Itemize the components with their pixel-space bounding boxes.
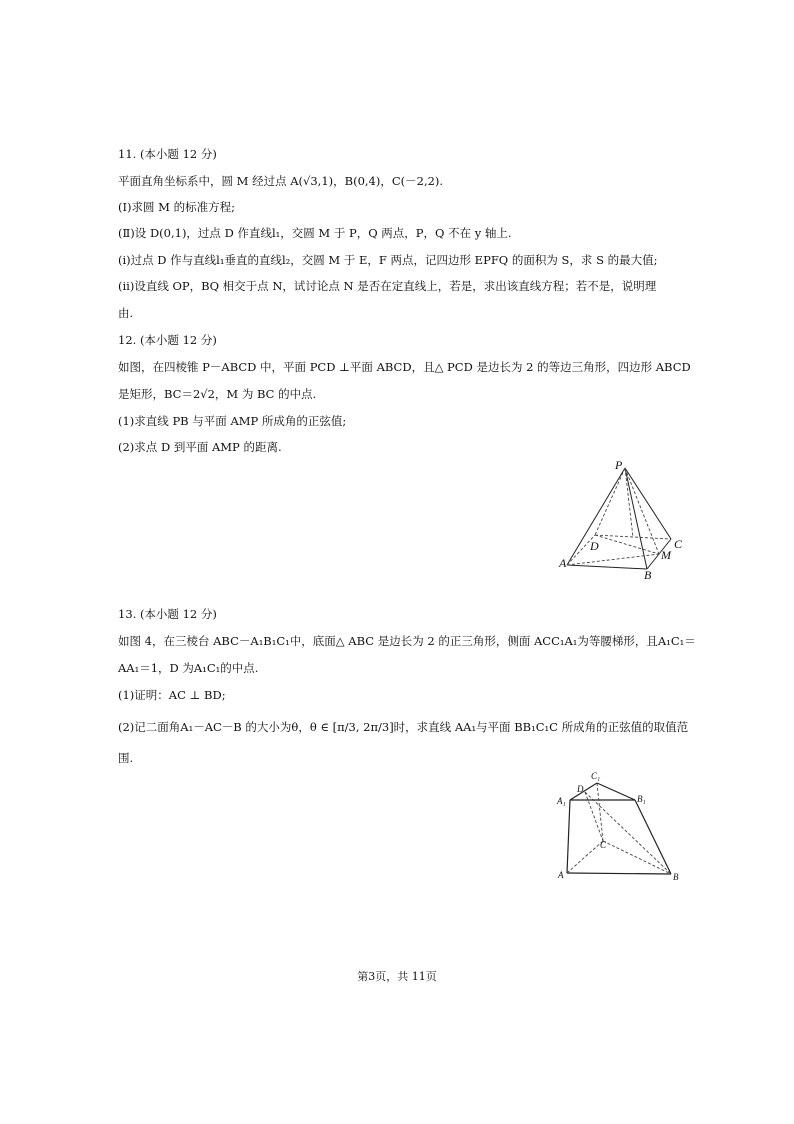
label-B: B bbox=[673, 872, 679, 882]
label-P: P bbox=[615, 458, 623, 472]
label-A: A bbox=[559, 556, 567, 570]
label-B: B bbox=[644, 568, 652, 580]
q11-header: 11. (本小题 12 分) bbox=[118, 147, 217, 161]
label-D: D bbox=[590, 539, 599, 553]
q13-header: 13. (本小题 12 分) bbox=[118, 607, 217, 621]
q13-stem-line1: 如图 4，在三棱台 ABC－A₁B₁C₁中，底面△ ABC 是边长为 2 的正三角形，侧面 ACC₁A₁为等腰梯形，且A₁C₁＝ bbox=[118, 634, 696, 648]
label-M: M bbox=[661, 548, 671, 562]
q11-part2i: (ⅰ)过点 D 作与直线l₁垂直的直线l₂，交圆 M 于 E，F 两点，记四边形 EPFQ 的面积为 S，求 S 的最大值; bbox=[118, 253, 658, 267]
q12-part1: (1)求直线 PB 与平面 AMP 所成角的正弦值; bbox=[118, 414, 347, 428]
q12-pyramid-figure bbox=[555, 455, 695, 580]
q12-header: 12. (本小题 12 分) bbox=[118, 333, 217, 347]
q12-part2: (2)求点 D 到平面 AMP 的距离. bbox=[118, 440, 282, 454]
q13-part2-line1: (2)记二面角A₁－AC－B 的大小为θ，θ ∈ [π/3, 2π/3]时，求直线 AA₁与平面 BB₁C₁C 所成角的正弦值的取值范 bbox=[118, 720, 689, 734]
label-A1: A₁ bbox=[557, 796, 566, 806]
q11-stem: 平面直角坐标系中，圆 M 经过点 A(√3,1)，B(0,4)，C(－2,2). bbox=[118, 174, 444, 188]
label-C1: C₁ bbox=[591, 771, 601, 781]
label-B1: B₁ bbox=[637, 794, 646, 804]
label-C: C bbox=[674, 537, 683, 551]
label-C: C bbox=[600, 840, 607, 850]
label-D: D bbox=[577, 784, 584, 794]
q13-stem-line2: AA₁＝1，D 为A₁C₁的中点. bbox=[118, 661, 259, 675]
q11-part1: (Ⅰ)求圆 M 的标准方程; bbox=[118, 200, 235, 214]
label-A: A bbox=[558, 870, 564, 880]
q11-part2ii-line2: 由. bbox=[118, 306, 134, 320]
q13-part1: (1)证明：AC ⊥ BD; bbox=[118, 688, 226, 702]
q11-part2ii-line1: (ⅱ)设直线 OP，BQ 相交于点 N，试讨论点 N 是否在定直线上，若是，求出该直线方程；若不是，说明理 bbox=[118, 279, 657, 293]
q12-stem-line1: 如图，在四棱锥 P－ABCD 中，平面 PCD ⊥平面 ABCD，且△ PCD 是边长为 2 的等边三角形，四边形 ABCD bbox=[118, 360, 691, 374]
q12-stem-line2: 是矩形，BC＝2√2，M 为 BC 的中点. bbox=[118, 387, 317, 401]
q13-frustum-figure bbox=[555, 768, 695, 890]
q13-part2-line2: 围. bbox=[118, 751, 134, 765]
q11-part2: (Ⅱ)设 D(0,1)，过点 D 作直线l₁，交圆 M 于 P，Q 两点，P，Q 不在 y 轴上. bbox=[118, 226, 512, 240]
page-footer: 第3页，共 11页 bbox=[357, 970, 437, 983]
